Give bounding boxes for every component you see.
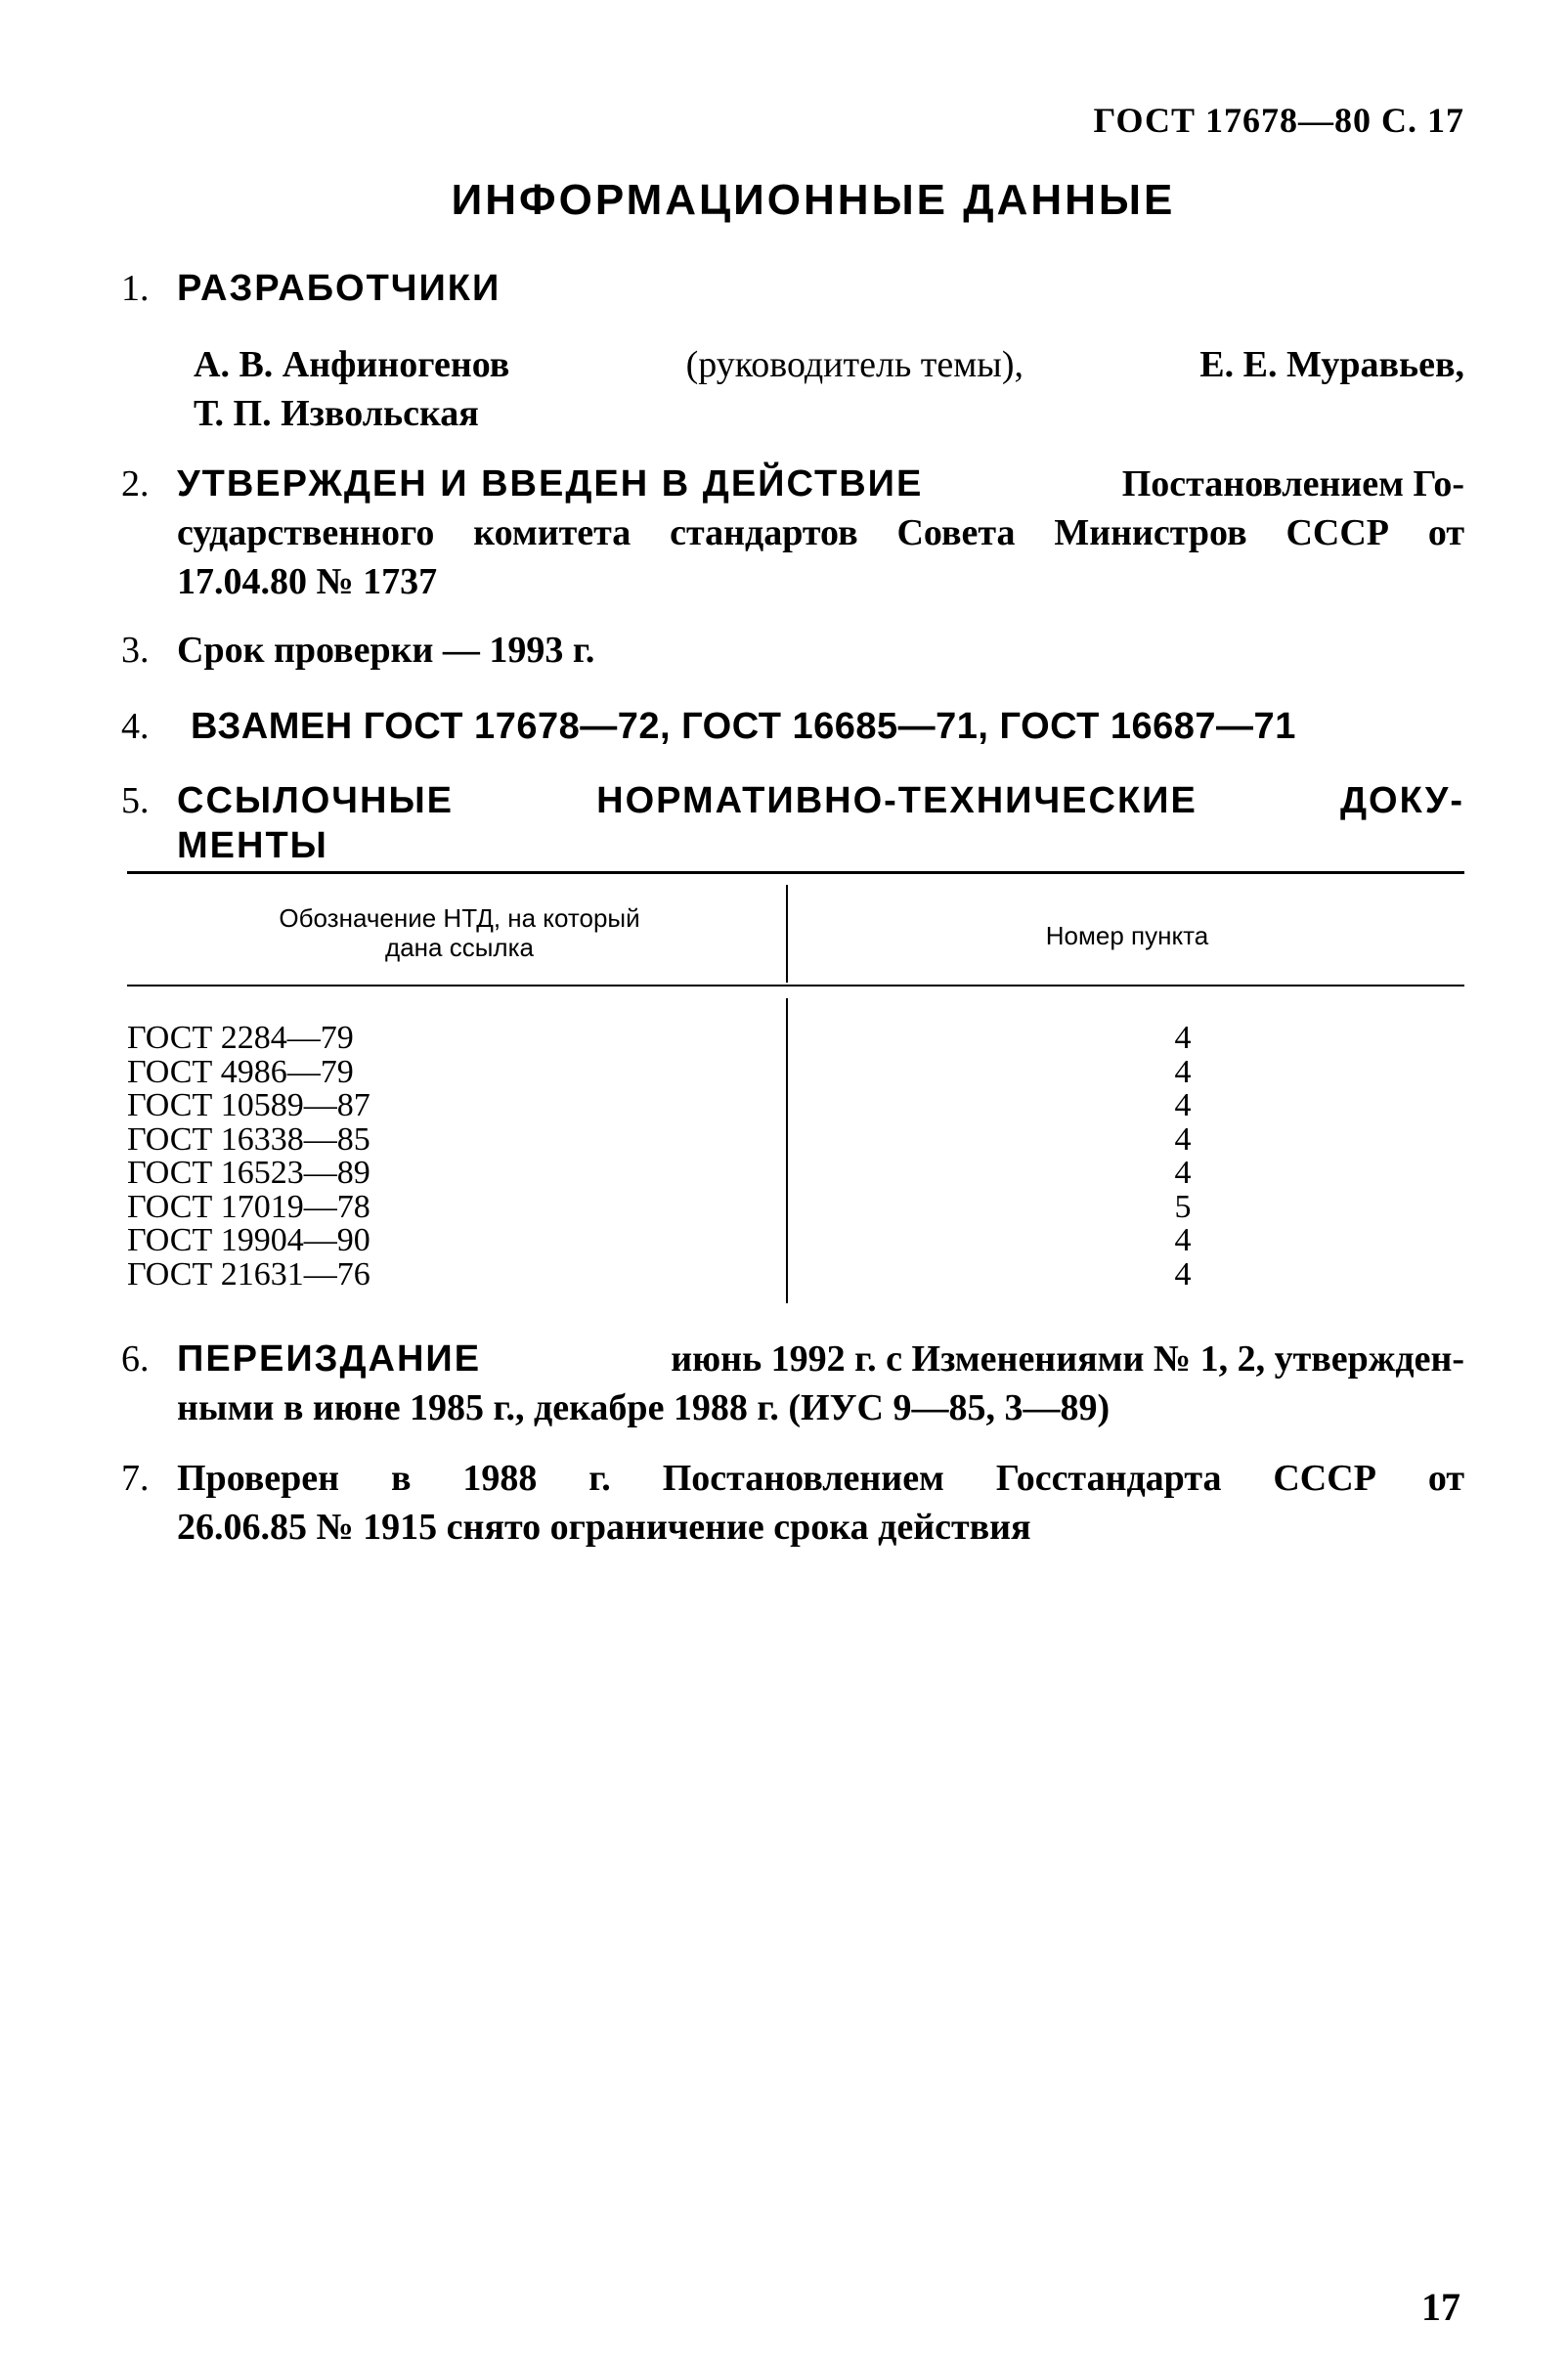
section-3-number: 3. [121, 630, 150, 671]
table-cell-doc: ГОСТ 2284—79 [127, 1020, 354, 1056]
section-2-text-1: Постановлением Го- [1121, 463, 1464, 504]
section-2-number: 2. [121, 463, 150, 504]
section-5-heading-2: МЕНТЫ [177, 825, 328, 866]
section-1-number: 1. [121, 268, 150, 309]
author-anfinogenov: А. В. Анфиногенов [194, 344, 510, 385]
table-cell-item: 4 [1174, 1120, 1192, 1158]
table-cell-item: 4 [1174, 1020, 1192, 1056]
table-header-divider [786, 885, 788, 983]
table-cell-doc: ГОСТ 10589—87 [127, 1087, 370, 1123]
section-2 [121, 460, 1464, 606]
authors [194, 340, 1464, 438]
section-2-heading: УТВЕРЖДЕН И ВВЕДЕН В ДЕЙСТВИЕ [177, 463, 924, 504]
table-cell-doc: ГОСТ 17019—78 [127, 1188, 370, 1225]
author-izvolskaya: Т. П. Извольская [194, 393, 479, 434]
table-cell-item: 5 [1174, 1188, 1192, 1225]
section-5 [121, 778, 1464, 868]
section-6-heading: ПЕРЕИЗДАНИЕ [177, 1338, 482, 1380]
table-body-divider [786, 998, 788, 1303]
table-header-doc-line2: дана ссылка [385, 933, 534, 962]
page-title: ИНФОРМАЦИОННЫЕ ДАННЫЕ [451, 176, 1176, 224]
section-5-number: 5. [121, 780, 150, 821]
section-3-text: Срок проверки — 1993 г. [177, 630, 595, 671]
page-number: 17 [1421, 2285, 1460, 2329]
author-role: (руководитель темы), [685, 344, 1024, 385]
section-6-text-2: ными в июне 1985 г., декабре 1988 г. (ИУС 9—85, 3—89) [177, 1387, 1111, 1428]
running-header: ГОСТ 17678—80 С. 17 [1093, 101, 1464, 140]
section-1 [121, 264, 1464, 313]
table-header-doc [137, 903, 782, 962]
table-cell-item: 4 [1174, 1255, 1192, 1293]
section-2-text-2: сударственного комитета стандартов Совета Министров СССР от [177, 512, 1464, 553]
section-4-text: ВЗАМЕН ГОСТ 17678—72, ГОСТ 16685—71, ГОСТ 16687—71 [191, 706, 1296, 747]
section-3 [121, 626, 1464, 675]
section-4 [121, 702, 1464, 751]
section-2-text-3: 17.04.80 № 1737 [177, 561, 438, 602]
section-7 [121, 1454, 1464, 1552]
author-muravyev: Е. Е. Муравьев, [1199, 344, 1464, 385]
table-cell-item: 4 [1174, 1053, 1192, 1090]
table-cell-doc: ГОСТ 21631—76 [127, 1255, 370, 1293]
table-cell-doc: ГОСТ 4986—79 [127, 1053, 354, 1090]
table-header-rule [127, 985, 1464, 986]
section-6-text-1: июнь 1992 г. с Изменениями № 1, 2, утвержден- [671, 1338, 1464, 1380]
section-6 [121, 1335, 1464, 1432]
table-cell-doc: ГОСТ 19904—90 [127, 1222, 370, 1258]
section-5-heading-1: ССЫЛОЧНЫЕ НОРМАТИВНО-ТЕХНИЧЕСКИЕ ДОКУ- [177, 780, 1464, 821]
section-7-text-1: Проверен в 1988 г. Постановлением Госстандарта СССР от [177, 1458, 1464, 1499]
table-header-doc-line1: Обозначение НТД, на который [279, 903, 640, 933]
section-7-text-2: 26.06.85 № 1915 снято ограничение срока действия [177, 1507, 1031, 1548]
table-cell-item: 4 [1174, 1155, 1192, 1191]
table-item-column [1163, 1022, 1202, 1292]
section-7-number: 7. [121, 1458, 150, 1499]
table-cell-doc: ГОСТ 16338—85 [127, 1120, 370, 1158]
table-cell-doc: ГОСТ 16523—89 [127, 1155, 370, 1191]
table-cell-item: 4 [1174, 1222, 1192, 1258]
table-header-item: Номер пункта [1045, 921, 1209, 950]
table-top-rule [127, 871, 1464, 874]
section-1-heading: РАЗРАБОТЧИКИ [177, 268, 501, 309]
table-doc-column [127, 1022, 370, 1292]
table-cell-item: 4 [1174, 1087, 1192, 1123]
section-4-number: 4. [121, 706, 150, 747]
section-6-number: 6. [121, 1338, 150, 1380]
